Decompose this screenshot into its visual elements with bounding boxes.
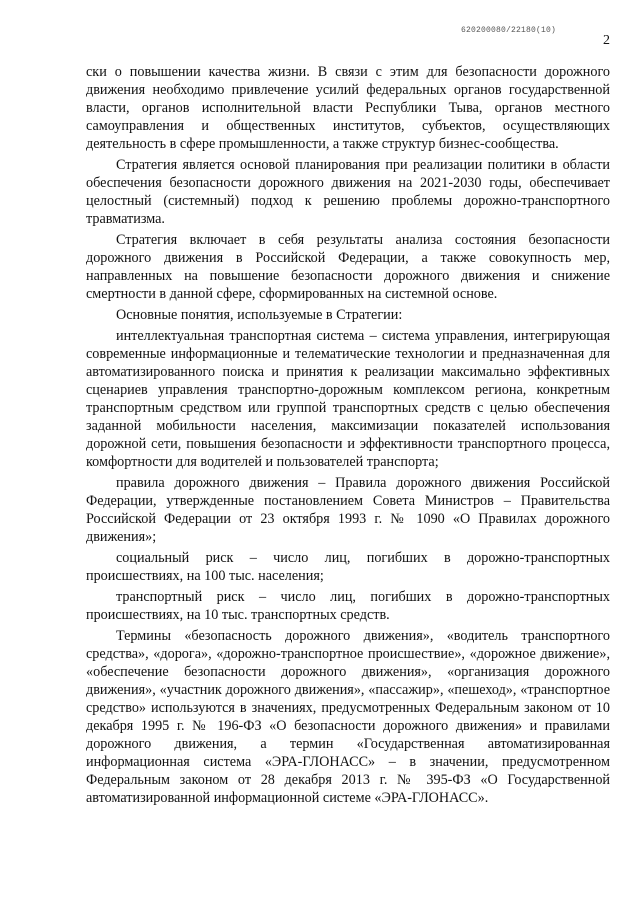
paragraph-basic-concepts: Основные понятия, используемые в Стратегии: [116,307,403,323]
paragraph-definition-traffic-rules: правила дорожного движения – Правила дорожного движения Российской Федерации, утвержденные постановлением Совета Министров – Правительства Российской Федерации от 23 октября 1993 г. № 1090 «О Правилах дорожного движения»; [86,475,610,545]
paragraph-definition-its: интеллектуальная транспортная система – система управления, интегрирующая современные информационные и телематические технологии и предназначенная для автоматизированного поиска и принятия к реализации максимально эффективных сценариев управления транспортно-дорожным комплексом региона, конкретным транспортным средством или группой транспортных средств с целью обеспечения заданной мобильности населения, максимизации показателей использования дорожной сети, повышения безопасности и эффективности транспортного процесса, комфортности для водителей и пользователей транспорта; [86,328,610,470]
paragraph-terms: Термины «безопасность дорожного движения», «водитель транспортного средства», «дорога», «дорожно-транспортное происшествие», «дорожное движение», «обеспечение безопасности дорожного движения», «организация дорожного движения», «участник дорожного движения», «пассажир», «пешеход», «транспортное средство» используются в значениях, предусмотренных Федеральным законом от 10 декабря 1995 г. № 196-ФЗ «О безопасности дорожного движения» и правилами дорожного движения, а термин «Государственная автоматизированная информационная система «ЭРА-ГЛОНАСС» – в значении, предусмотренном Федеральным законом от 28 декабря 2013 г. № 395-ФЗ «О Государственной автоматизированной информационной системе «ЭРА-ГЛОНАСС». [86,628,610,806]
paragraph-definition-transport-risk: транспортный риск – число лиц, погибших в дорожно-транспортных происшествиях, на 10 тыс. транспортных средств. [86,589,610,623]
paragraph-definition-social-risk: социальный риск – число лиц, погибших в дорожно-транспортных происшествиях, на 100 тыс. населения; [86,550,610,584]
document-body [86,63,610,810]
paragraph-strategy-includes: Стратегия включает в себя результаты анализа состояния безопасности дорожного движения в Российской Федерации, а также совокупность мер, направленных на повышение безопасности дорожного движения и снижение смертности в данной сфере, сформированных на системной основе. [86,232,610,302]
document-code: 620200080/22180(10) [460,26,556,35]
paragraph-continuation: ски о повышении качества жизни. В связи с этим для безопасности дорожного движения необходимо привлечение усилий федеральных органов государственной власти, органов исполнительной власти Республики Тыва, органов местного самоуправления и общественных институтов, субъектов, осуществляющих деятельность в сфере промышленности, а также структур бизнес-сообщества. [86,64,610,152]
page-number: 2 [603,33,610,48]
paragraph-strategy-basis: Стратегия является основой планирования при реализации политики в области обеспечения безопасности дорожного движения на 2021-2030 годы, обеспечивает целостный (системный) подход к решению проблемы дорожно-транспортного травматизма. [86,157,610,227]
